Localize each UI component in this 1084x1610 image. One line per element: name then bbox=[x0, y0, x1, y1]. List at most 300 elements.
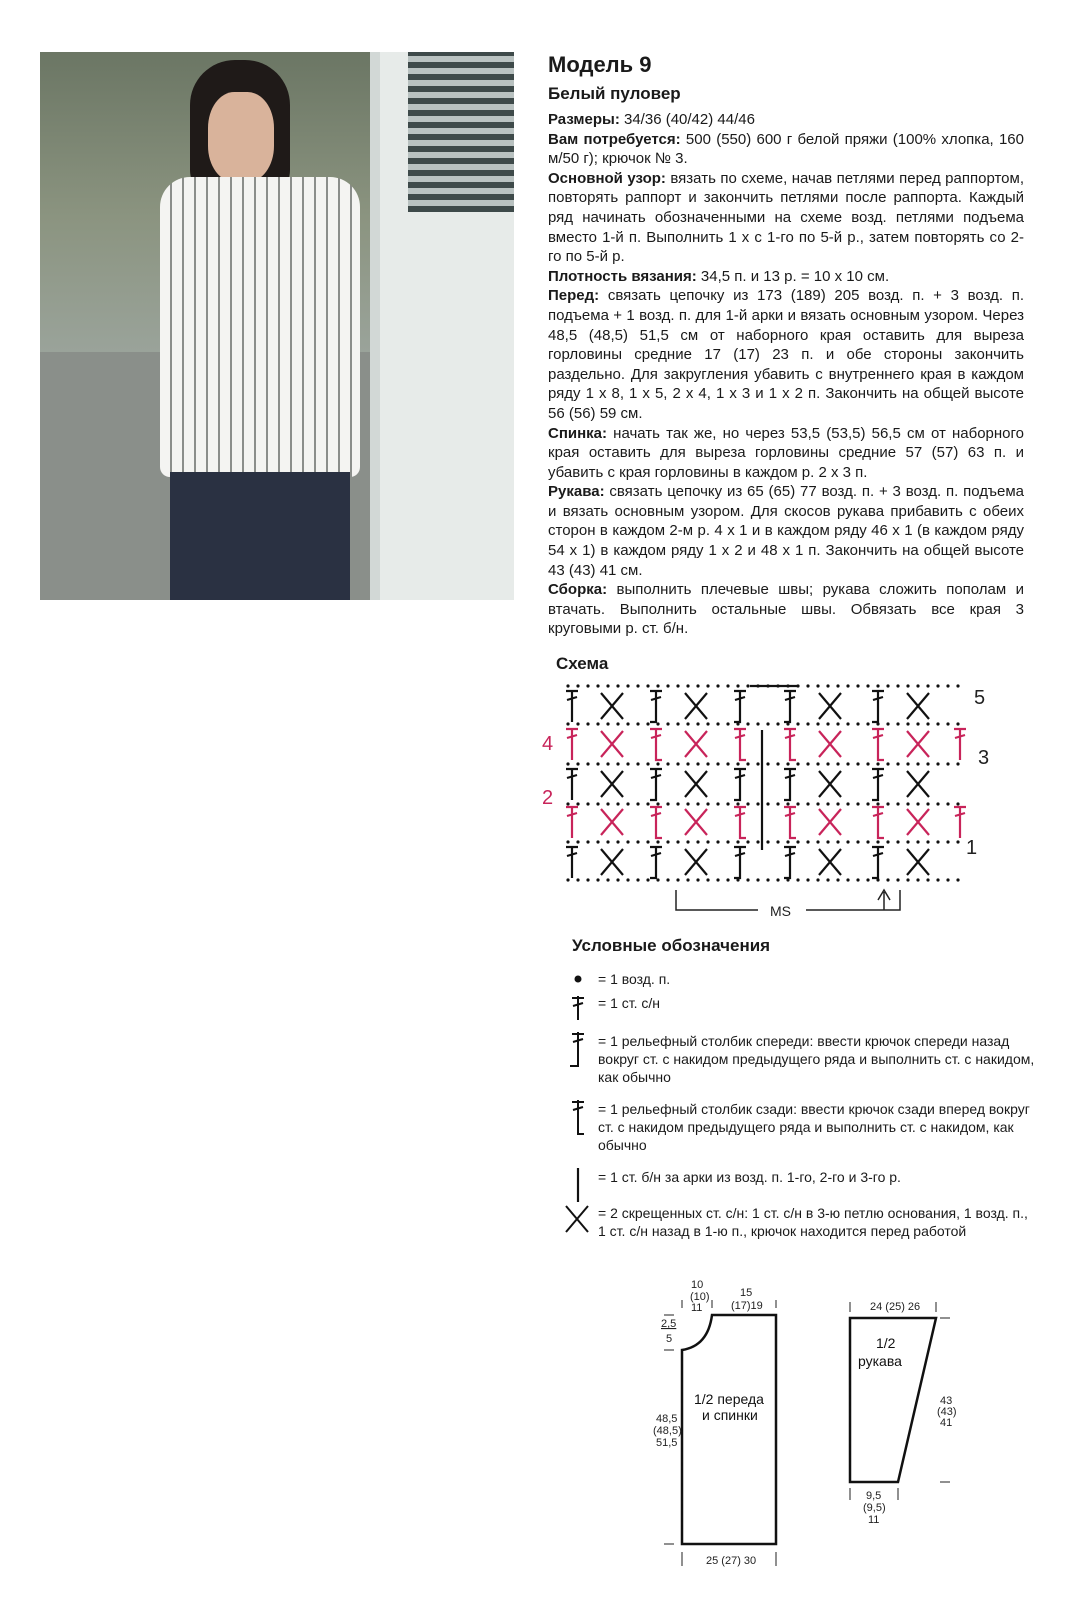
sleeve-bottom-1: 9,5 bbox=[866, 1490, 882, 1502]
chart-chain-dot bbox=[866, 684, 869, 687]
chart-cross-stitch bbox=[685, 731, 707, 757]
model-photo bbox=[40, 52, 514, 600]
neck-depth-back: 2,5 bbox=[661, 1318, 677, 1330]
chart-dc-stitch bbox=[954, 806, 966, 838]
chart-chain-dot bbox=[566, 684, 569, 687]
chart-chain-dot bbox=[956, 762, 959, 765]
chart-chain-dot bbox=[816, 840, 819, 843]
chart-chain-dot bbox=[606, 840, 609, 843]
chart-dc-stitch bbox=[954, 728, 966, 760]
chart-chain-dot bbox=[636, 722, 639, 725]
chart-chain-dot bbox=[716, 684, 719, 687]
chart-chain-dot bbox=[926, 878, 929, 881]
chart-chain-dot bbox=[736, 762, 739, 765]
chart-chain-dot bbox=[606, 722, 609, 725]
chart-cross-stitch bbox=[819, 693, 841, 719]
chart-chain-dot bbox=[696, 722, 699, 725]
chart-chain-dot bbox=[686, 684, 689, 687]
chart-chain-dot bbox=[846, 878, 849, 881]
chart-chain-dot bbox=[776, 762, 779, 765]
chart-chain-dot bbox=[616, 878, 619, 881]
chart-chain-dot bbox=[946, 878, 949, 881]
chart-chain-dot bbox=[586, 762, 589, 765]
scheme-title: Схема bbox=[556, 654, 609, 673]
paragraph-text: связать цепочку из 173 (189) 205 возд. п. + 3 возд. п. подъема + 1 возд. п. для 1-й арки и вязать основным узором. Через 48,5 (48,5) 51,5 см от наборного края оставить для выреза горловины средние 17 (17) 23 п. и обе стороны закончить раздельно. Для закругления убавить с внутреннего края в каждом ряду 1 х 8, 1 х 5, 2 х 4, 1 х 3 и 1 х 2 п. Закончить на общей высоте 56 (56) 59 см. bbox=[548, 287, 1024, 422]
chart-post-stitch bbox=[872, 806, 884, 838]
row-number-3: 3 bbox=[978, 747, 990, 769]
chart-chain-dot bbox=[626, 762, 629, 765]
chart-chain-dot bbox=[836, 722, 839, 725]
chart-cross-stitch bbox=[907, 731, 929, 757]
chart-chain-dot bbox=[686, 762, 689, 765]
chart-cross-stitch bbox=[819, 849, 841, 875]
chart-chain-dot bbox=[566, 840, 569, 843]
chart-chain-dot bbox=[936, 840, 939, 843]
chart-chain-dot bbox=[596, 722, 599, 725]
chart-chain-dot bbox=[866, 840, 869, 843]
chart-chain-dot bbox=[856, 722, 859, 725]
chart-chain-dot bbox=[736, 802, 739, 805]
legend-text: = 1 рельефный столбик сзади: ввести крючок сзади вперед вокруг ст. с накидом предыдущего ряда и выполнить ст. с накидом, как обычно bbox=[598, 1101, 1030, 1153]
paragraph-sleeves bbox=[548, 482, 1024, 580]
chart-chain-dot bbox=[816, 802, 819, 805]
chart-chain-dot bbox=[696, 762, 699, 765]
chart-chain-dot bbox=[646, 802, 649, 805]
paragraph-label: Сборка: bbox=[548, 581, 608, 599]
neck-width-2: (10) bbox=[690, 1291, 710, 1303]
chart-chain-dot bbox=[706, 684, 709, 687]
chart-dc-stitch bbox=[566, 690, 578, 722]
photo-shutter bbox=[408, 52, 514, 212]
chart-post-stitch bbox=[734, 690, 746, 722]
chart-chain-dot bbox=[746, 684, 749, 687]
chart-chain-dot bbox=[616, 840, 619, 843]
chart-chain-dot bbox=[936, 878, 939, 881]
paragraph-front bbox=[548, 286, 1024, 423]
chart-chain-dot bbox=[596, 840, 599, 843]
chart-chain-dot bbox=[666, 722, 669, 725]
chart-chain-dot bbox=[946, 762, 949, 765]
chart-chain-dot bbox=[846, 684, 849, 687]
chart-chain-dot bbox=[756, 802, 759, 805]
legend-text: = 2 скрещенных ст. с/н: 1 ст. с/н в 3-ю петлю основания, 1 возд. п., 1 ст. с/н назад в 1-ю п., крючок находится перед работой bbox=[598, 1205, 1028, 1239]
chart-chain-dot bbox=[616, 684, 619, 687]
chart-chain-dot bbox=[916, 684, 919, 687]
chart-cross-stitch bbox=[907, 693, 929, 719]
chart-chain-dot bbox=[756, 762, 759, 765]
chart-chain-dot bbox=[826, 802, 829, 805]
chart-chain-dot bbox=[756, 840, 759, 843]
chart-chain-dot bbox=[756, 722, 759, 725]
chart-chain-dot bbox=[856, 762, 859, 765]
chart-chain-dot bbox=[566, 878, 569, 881]
paragraph-label: Основной узор: bbox=[548, 169, 666, 187]
ms-bracket-left bbox=[676, 890, 758, 910]
chart-chain-dot bbox=[946, 722, 949, 725]
chart-chain-dot bbox=[706, 762, 709, 765]
chart-chain-dot bbox=[796, 878, 799, 881]
ms-label: MS bbox=[770, 903, 791, 919]
chart-chain-dot bbox=[626, 684, 629, 687]
chart-chain-dot bbox=[906, 878, 909, 881]
chart-chain-dot bbox=[566, 722, 569, 725]
chart-cross-stitch bbox=[601, 809, 623, 835]
chart-chain-dot bbox=[926, 684, 929, 687]
chart-chain-dot bbox=[936, 722, 939, 725]
chart-chain-dot bbox=[826, 878, 829, 881]
chart-chain-dot bbox=[866, 762, 869, 765]
chart-chain-dot bbox=[916, 840, 919, 843]
chart-post-stitch bbox=[872, 690, 884, 722]
chart-post-stitch bbox=[784, 690, 796, 722]
dc-icon bbox=[556, 994, 596, 1034]
chart-chain-dot bbox=[766, 762, 769, 765]
chart-chain-dot bbox=[646, 840, 649, 843]
chart-chain-dot bbox=[896, 802, 899, 805]
chart-chain-dot bbox=[636, 802, 639, 805]
chart-chain-dot bbox=[846, 840, 849, 843]
chart-chain-dot bbox=[686, 878, 689, 881]
chart-post-stitch bbox=[650, 690, 662, 722]
chart-chain-dot bbox=[606, 762, 609, 765]
chart-chain-dot bbox=[796, 840, 799, 843]
body-label-2: и спинки bbox=[702, 1407, 758, 1423]
chart-chain-dot bbox=[586, 840, 589, 843]
chart-chain-dot bbox=[626, 840, 629, 843]
chart-chain-dot bbox=[796, 802, 799, 805]
chart-chain-dot bbox=[616, 762, 619, 765]
chart-chain-dot bbox=[726, 840, 729, 843]
chart-chain-dot bbox=[816, 722, 819, 725]
chart-chain-dot bbox=[956, 684, 959, 687]
chart-chain-dot bbox=[896, 762, 899, 765]
legend-text: = 1 ст. б/н за арки из возд. п. 1-го, 2-го и 3-го р. bbox=[598, 1169, 901, 1185]
chart-chain-dot bbox=[696, 878, 699, 881]
chart-chain-dot bbox=[716, 878, 719, 881]
model-subtitle: Белый пуловер bbox=[548, 84, 681, 103]
chart-chain-dot bbox=[906, 722, 909, 725]
chart-cross-stitch bbox=[685, 849, 707, 875]
chart-post-stitch bbox=[872, 768, 884, 800]
row-number-5: 5 bbox=[974, 687, 986, 709]
chart-chain-dot bbox=[806, 684, 809, 687]
chart-chain-dot bbox=[596, 684, 599, 687]
chart-chain-dot bbox=[736, 684, 739, 687]
photo-model-face bbox=[208, 92, 274, 182]
shoulder-width-2: (17)19 bbox=[731, 1300, 763, 1312]
paragraph-text: 34/36 (40/42) 44/46 bbox=[619, 111, 755, 128]
row-number-4: 4 bbox=[542, 733, 554, 755]
chart-chain-dot bbox=[666, 802, 669, 805]
chart-chain-dot bbox=[716, 802, 719, 805]
chart-chain-dot bbox=[626, 878, 629, 881]
chart-chain-dot bbox=[826, 840, 829, 843]
chart-chain-dot bbox=[916, 878, 919, 881]
paragraph-label: Перед: bbox=[548, 287, 600, 305]
chart-chain-dot bbox=[576, 762, 579, 765]
chart-chain-dot bbox=[906, 840, 909, 843]
chart-post-stitch bbox=[734, 806, 746, 838]
chart-dc-stitch bbox=[566, 806, 578, 838]
chart-chain-dot bbox=[586, 802, 589, 805]
chart-chain-dot bbox=[566, 802, 569, 805]
chart-chain-dot bbox=[676, 878, 679, 881]
body-width: 25 (27) 30 bbox=[706, 1555, 757, 1567]
chart-cross-stitch bbox=[907, 849, 929, 875]
sleeve-top-width: 24 (25) 26 bbox=[870, 1301, 921, 1313]
chart-chain-dot bbox=[676, 840, 679, 843]
chart-chain-dot bbox=[666, 840, 669, 843]
chart-chain-dot bbox=[796, 722, 799, 725]
chart-chain-dot bbox=[786, 840, 789, 843]
chart-chain-dot bbox=[686, 840, 689, 843]
neck-width-1: 10 bbox=[691, 1279, 704, 1291]
ms-arrow-icon bbox=[878, 890, 890, 910]
chart-chain-dot bbox=[716, 722, 719, 725]
neck-width-3: 11 bbox=[691, 1302, 703, 1314]
chart-chain-dot bbox=[766, 802, 769, 805]
chart-chain-dot bbox=[896, 684, 899, 687]
chart-chain-dot bbox=[926, 722, 929, 725]
chart-post-stitch bbox=[784, 728, 796, 760]
chart-chain-dot bbox=[626, 722, 629, 725]
sleeve-height-2: (43) bbox=[937, 1406, 957, 1418]
chart-chain-dot bbox=[746, 762, 749, 765]
chart-chain-dot bbox=[706, 722, 709, 725]
chart-post-stitch bbox=[784, 846, 796, 878]
chart-chain-dot bbox=[836, 840, 839, 843]
front-post-icon bbox=[556, 1032, 596, 1072]
chart-chain-dot bbox=[576, 722, 579, 725]
body-height-2: (48,5) bbox=[653, 1425, 682, 1437]
chart-chain-dot bbox=[586, 722, 589, 725]
paragraph-text: вязать по схеме, начав петлями перед раппортом, повторять раппорт и закончить петлями после раппорта. Каждый ряд начинать обозначенными на схеме возд. петлями подъема вместо 1-й п. Выполнить 1 х с 1-го по 5-й р., затем повторять со 2-го по 5-й р. bbox=[548, 169, 1024, 266]
chart-chain-dot bbox=[776, 840, 779, 843]
chart-chain-dot bbox=[826, 684, 829, 687]
chart-chain-dot bbox=[956, 802, 959, 805]
chart-chain-dot bbox=[766, 722, 769, 725]
chart-chain-dot bbox=[676, 684, 679, 687]
chart-chain-dot bbox=[646, 684, 649, 687]
chart-post-stitch bbox=[872, 728, 884, 760]
chart-chain-dot bbox=[936, 802, 939, 805]
chart-chain-dot bbox=[626, 802, 629, 805]
chart-chain-dot bbox=[906, 684, 909, 687]
body-outline bbox=[682, 1315, 776, 1544]
chart-chain-dot bbox=[896, 722, 899, 725]
chart-chain-dot bbox=[956, 722, 959, 725]
photo-model-sweater bbox=[160, 177, 360, 477]
chart-chain-dot bbox=[946, 840, 949, 843]
chart-chain-dot bbox=[696, 684, 699, 687]
chart-chain-dot bbox=[586, 684, 589, 687]
paragraph-text: связать цепочку из 65 (65) 77 возд. п. + 3 возд. п. подъема и вязать основным узором. Для скосов рукава прибавить с обеих сторон в каждом 2-м р. 4 х 1 и в каждом ряду 46 х 1 (в каждом ряду 54 х 1) в каждом ряду 1 х 2 и 48 х 1 п. Закончить на общей высоте 43 (43) 41 см. bbox=[548, 483, 1024, 579]
legend-text: = 1 возд. п. bbox=[598, 971, 671, 987]
body-height-3: 51,5 bbox=[656, 1437, 678, 1449]
chart-chain-dot bbox=[736, 840, 739, 843]
chart-chain-dot bbox=[916, 722, 919, 725]
chart-chain-dot bbox=[636, 878, 639, 881]
chart-chain-dot bbox=[866, 878, 869, 881]
chart-chain-dot bbox=[946, 802, 949, 805]
chart-chain-dot bbox=[656, 802, 659, 805]
row-number-2: 2 bbox=[542, 787, 554, 809]
chart-chain-dot bbox=[726, 684, 729, 687]
chart-post-stitch bbox=[650, 768, 662, 800]
chart-cross-stitch bbox=[601, 849, 623, 875]
chart-chain-dot bbox=[926, 802, 929, 805]
chart-chain-dot bbox=[876, 840, 879, 843]
chart-chain-dot bbox=[646, 762, 649, 765]
chart-chain-dot bbox=[806, 840, 809, 843]
paragraph-back bbox=[548, 424, 1024, 483]
paragraph-pattern bbox=[548, 169, 1024, 267]
chart-cross-stitch bbox=[601, 693, 623, 719]
chart-chain-dot bbox=[856, 878, 859, 881]
crochet-chart bbox=[528, 672, 1008, 922]
chart-chain-dot bbox=[876, 762, 879, 765]
legend-title: Условные обозначения bbox=[572, 936, 771, 955]
chart-chain-dot bbox=[586, 878, 589, 881]
chart-dc-stitch bbox=[566, 728, 578, 760]
chart-cross-stitch bbox=[685, 809, 707, 835]
chart-chain-dot bbox=[886, 840, 889, 843]
sleeve-label-1: 1/2 bbox=[876, 1335, 896, 1351]
chart-chain-dot bbox=[826, 762, 829, 765]
cross-icon bbox=[556, 1204, 596, 1244]
chart-chain-dot bbox=[856, 684, 859, 687]
paragraph-gauge bbox=[548, 267, 1024, 287]
chart-chain-dot bbox=[666, 684, 669, 687]
chart-chain-dot bbox=[706, 878, 709, 881]
chart-chain-dot bbox=[886, 762, 889, 765]
back-post-icon bbox=[556, 1100, 596, 1140]
chart-chain-dot bbox=[646, 722, 649, 725]
chart-chain-dot bbox=[616, 802, 619, 805]
chart-chain-dot bbox=[786, 802, 789, 805]
chart-chain-dot bbox=[806, 802, 809, 805]
chart-chain-dot bbox=[726, 802, 729, 805]
legend-text: = 1 рельефный столбик спереди: ввести крючок спереди назад вокруг ст. с накидом предыдущего ряда и выполнить ст. с накидом, как обычно bbox=[598, 1033, 1035, 1085]
sleeve-label-2: рукава bbox=[858, 1353, 902, 1369]
chart-chain-dot bbox=[816, 762, 819, 765]
chart-chain-dot bbox=[596, 802, 599, 805]
chart-cross-stitch bbox=[819, 731, 841, 757]
chart-chain-dot bbox=[746, 878, 749, 881]
body-height-1: 48,5 bbox=[656, 1413, 678, 1425]
chart-chain-dot bbox=[636, 684, 639, 687]
paragraph-text: начать так же, но через 53,5 (53,5) 56,5 см от наборного края оставить для выреза горловины средние 57 (57) 63 п. и убавить с края горловины в каждом р. 2 х 3 п. bbox=[548, 424, 1024, 481]
sleeve-bottom-2: (9,5) bbox=[863, 1502, 886, 1514]
chart-chain-dot bbox=[926, 762, 929, 765]
chart-chain-dot bbox=[816, 684, 819, 687]
chart-chain-dot bbox=[776, 878, 779, 881]
chart-symbols bbox=[566, 686, 966, 878]
chart-chain-dot bbox=[566, 762, 569, 765]
chart-chain-dot bbox=[836, 684, 839, 687]
chart-chain-dot bbox=[666, 878, 669, 881]
chart-chain-dot bbox=[576, 878, 579, 881]
chart-chain-dot bbox=[686, 722, 689, 725]
chart-post-stitch bbox=[784, 768, 796, 800]
chart-chain-dot bbox=[916, 762, 919, 765]
chart-chain-dot bbox=[746, 722, 749, 725]
chart-chain-dot bbox=[886, 878, 889, 881]
sleeve-bottom-3: 11 bbox=[868, 1514, 880, 1526]
model-title: Модель 9 bbox=[548, 52, 652, 77]
chart-chain-dot bbox=[576, 840, 579, 843]
chart-chain-dot bbox=[866, 722, 869, 725]
chart-chain-dot bbox=[886, 802, 889, 805]
chart-chain-dot bbox=[726, 722, 729, 725]
chart-dc-stitch bbox=[566, 768, 578, 800]
chart-chain-dot bbox=[906, 802, 909, 805]
chart-chain-dot bbox=[666, 762, 669, 765]
chart-chain-dot bbox=[826, 722, 829, 725]
chart-chain-dot bbox=[766, 878, 769, 881]
paragraph-label: Размеры: bbox=[548, 111, 620, 128]
chart-chain-dot bbox=[786, 762, 789, 765]
paragraph-text: выполнить плечевые швы; рукава сложить пополам и втачать. Выполнить остальные швы. Обвязать все края 3 круговыми р. ст. б/н. bbox=[548, 581, 1024, 638]
chart-chain-dot bbox=[926, 840, 929, 843]
chart-dc-stitch bbox=[566, 846, 578, 878]
sleeve-schematic bbox=[840, 1296, 970, 1556]
chart-chain-dot bbox=[956, 878, 959, 881]
paragraph-text: 34,5 п. и 13 р. = 10 х 10 см. bbox=[696, 267, 890, 285]
chart-chain-dot bbox=[886, 684, 889, 687]
chart-cross-stitch bbox=[907, 809, 929, 835]
chart-chain-dot bbox=[706, 840, 709, 843]
chart-chain-dot bbox=[656, 840, 659, 843]
chart-chain-dot bbox=[636, 762, 639, 765]
chart-chain-dot bbox=[876, 802, 879, 805]
chart-chain-dot bbox=[596, 878, 599, 881]
neck-depth-front: 5 bbox=[666, 1333, 673, 1345]
sleeve-height-3: 41 bbox=[940, 1417, 953, 1429]
paragraph-sizes bbox=[548, 110, 1024, 130]
legend-text: = 1 ст. с/н bbox=[598, 995, 661, 1011]
chart-chain-dot bbox=[806, 878, 809, 881]
chart-chain-dot bbox=[936, 684, 939, 687]
chart-chain-dot bbox=[846, 802, 849, 805]
instructions bbox=[548, 110, 1024, 639]
chart-chain-dot bbox=[836, 802, 839, 805]
chart-chain-dot bbox=[906, 762, 909, 765]
chart-chain-dot bbox=[616, 722, 619, 725]
chart-chain-dot bbox=[696, 802, 699, 805]
chart-chain-dot bbox=[756, 878, 759, 881]
chart-chain-dot bbox=[946, 684, 949, 687]
chart-post-stitch bbox=[734, 846, 746, 878]
chart-chain-dot bbox=[696, 840, 699, 843]
chart-chain-dot bbox=[606, 878, 609, 881]
chart-chain-dot bbox=[836, 762, 839, 765]
paragraph-label: Плотность вязания: bbox=[548, 267, 697, 285]
paragraph-label: Вам потребуется: bbox=[548, 130, 681, 148]
chart-chain-dot bbox=[636, 840, 639, 843]
chart-cross-stitch bbox=[601, 771, 623, 797]
chart-post-stitch bbox=[650, 806, 662, 838]
chart-chain-dot bbox=[916, 802, 919, 805]
paragraph-label: Рукава: bbox=[548, 483, 605, 501]
chart-post-stitch bbox=[650, 846, 662, 878]
chart-chain-dot bbox=[856, 840, 859, 843]
chart-chain-dot bbox=[726, 878, 729, 881]
paragraph-materials bbox=[548, 130, 1024, 169]
chart-chain-dot bbox=[716, 762, 719, 765]
chart-chain-dot bbox=[856, 802, 859, 805]
chart-cross-stitch bbox=[601, 731, 623, 757]
